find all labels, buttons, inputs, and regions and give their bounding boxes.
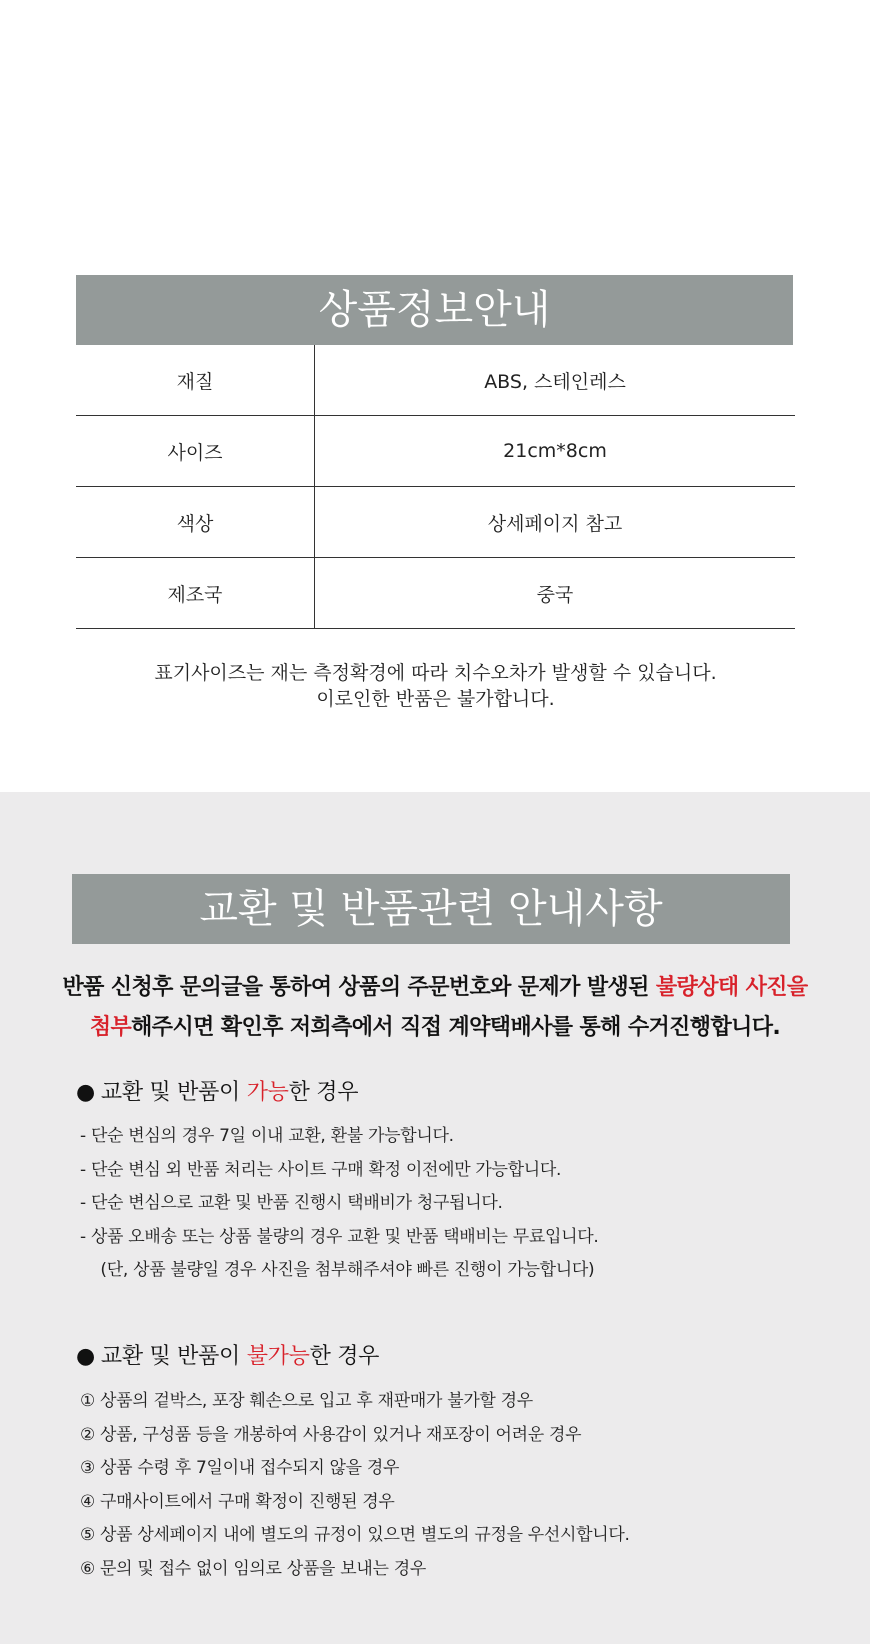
- list-item: ⑥ 문의 및 접수 없이 임의로 상품을 보내는 경우: [80, 1558, 426, 1579]
- possible-cases-list: [80, 1120, 599, 1288]
- color-label: 색상: [76, 487, 315, 558]
- intro-highlight-attach: 첨부: [89, 1015, 132, 1040]
- list-item: ② 상품, 구성품 등을 개봉하여 사용감이 있거나 재포장이 어려운 경우: [80, 1424, 582, 1445]
- list-item: ④ 구매사이트에서 구매 확정이 진행된 경우: [80, 1491, 395, 1512]
- product-info-table: [76, 345, 795, 629]
- possible-cases-heading: [76, 1075, 358, 1106]
- table-row: [76, 558, 795, 629]
- bullet-icon: ●: [76, 1080, 95, 1105]
- color-value: 상세페이지 참고: [315, 487, 796, 558]
- intro-text-part2: 해주시면 확인후 저희측에서 직접 계약택배사를 통해 수거진행합니다.: [131, 1015, 781, 1040]
- intro-text-part1: 반품 신청후 문의글을 통하여 상품의 주문번호와 문제가 발생된: [62, 975, 656, 1000]
- impossible-head-post: 한 경우: [309, 1344, 380, 1369]
- list-item: - 상품 오배송 또는 상품 불량의 경우 교환 및 반품 택배비는 무료입니다.: [80, 1226, 599, 1247]
- list-item: ③ 상품 수령 후 7일이내 접수되지 않을 경우: [80, 1458, 400, 1478]
- list-item: - 단순 변심 외 반품 처리는 사이트 구매 확정 이전에만 가능합니다.: [80, 1159, 562, 1180]
- size-value: 21cm*8cm: [315, 416, 796, 487]
- list-item: (단, 상품 불량일 경우 사진을 첨부해주셔야 빠른 진행이 가능합니다): [80, 1260, 595, 1280]
- exchange-intro: [60, 968, 810, 1048]
- list-item: - 단순 변심으로 교환 및 반품 진행시 택배비가 청구됩니다.: [80, 1193, 503, 1213]
- origin-value: 중국: [315, 558, 796, 629]
- impossible-head-pre: 교환 및 반품이: [100, 1344, 247, 1369]
- list-item: - 단순 변심의 경우 7일 이내 교환, 환불 가능합니다.: [80, 1126, 454, 1146]
- size-note: [76, 660, 795, 712]
- list-item: ① 상품의 겉박스, 포장 훼손으로 입고 후 재판매가 불가할 경우: [80, 1391, 533, 1411]
- possible-head-highlight: 가능: [246, 1080, 289, 1105]
- bullet-icon: ●: [76, 1344, 95, 1369]
- product-info-title: 상품정보안내: [76, 275, 793, 345]
- impossible-head-highlight: 불가능: [246, 1344, 310, 1369]
- size-label: 사이즈: [76, 416, 315, 487]
- material-value: ABS, 스테인레스: [315, 345, 796, 416]
- table-row: [76, 487, 795, 558]
- table-row: [76, 345, 795, 416]
- intro-highlight-photo: 불량상태 사진을: [655, 975, 808, 1000]
- impossible-cases-heading: [76, 1339, 379, 1370]
- origin-label: 제조국: [76, 558, 315, 629]
- exchange-policy-title: 교환 및 반품관련 안내사항: [72, 874, 790, 944]
- size-note-line2: 이로인한 반품은 불가합니다.: [316, 688, 555, 710]
- table-row: [76, 416, 795, 487]
- material-label: 재질: [76, 345, 315, 416]
- list-item: ⑤ 상품 상세페이지 내에 별도의 규정이 있으면 별도의 규정을 우선시합니다.: [80, 1525, 630, 1545]
- impossible-cases-list: [80, 1385, 630, 1586]
- possible-head-pre: 교환 및 반품이: [100, 1080, 247, 1105]
- size-note-line1: 표기사이즈는 재는 측정확경에 따라 치수오차가 발생할 수 있습니다.: [154, 662, 717, 684]
- possible-head-post: 한 경우: [288, 1080, 359, 1105]
